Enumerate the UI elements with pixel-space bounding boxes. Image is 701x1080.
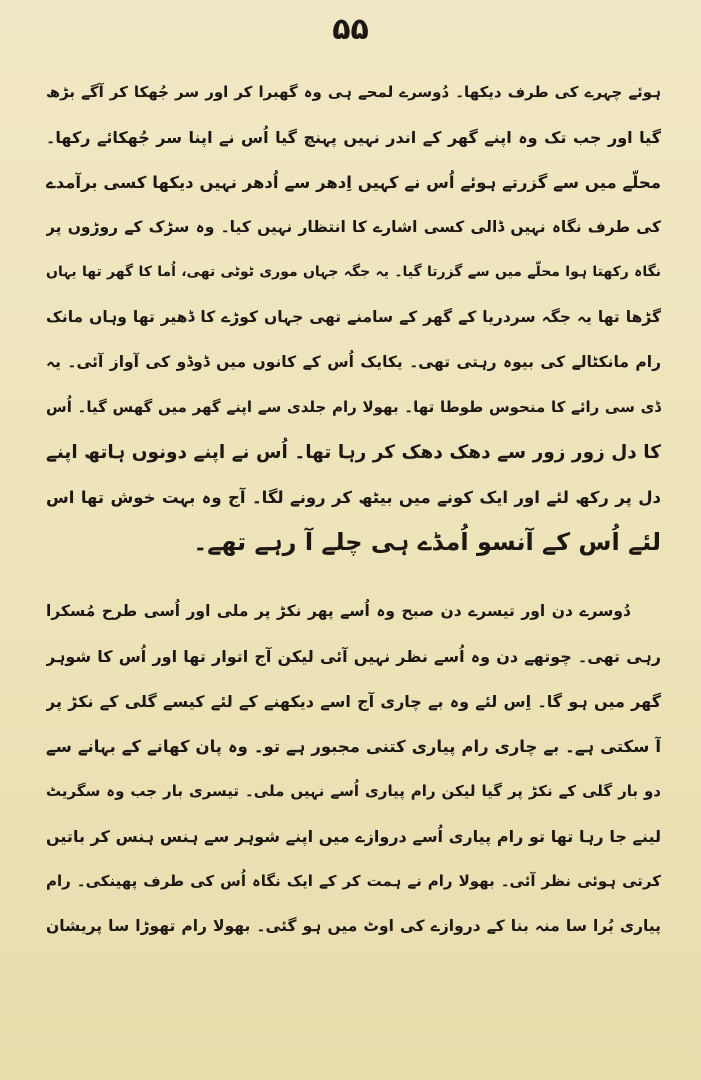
text-line: ڈی سی رائے کا منحوس طوطا تھا۔ بھولا رام جلدی سے اپنے گھر میں گھس گیا۔ اُس [46, 398, 661, 416]
text-line: کرتی ہوئی نظر آئی۔ بھولا رام نے ہمت کر کے ایک نگاہ اُس کی طرف پھینکی۔ رام [46, 872, 661, 890]
text-line: ہوئے چہرے کی طرف دیکھا۔ دُوسرے لمحے ہی وہ گھبرا کر اور سر جُھکا کر آگے بڑھ [46, 83, 661, 101]
text-line: دو بار گلی کے نکڑ پر گیا لیکن رام پیاری اُسے نہیں ملی۔ تیسری بار جب وہ سگریٹ [46, 782, 661, 800]
paragraph-start-line: دُوسرے دن اور تیسرے دن صبح وہ اُسے پھر نکڑ پر ملی اور اُسی طرح مُسکرا [46, 602, 631, 620]
text-line: لینے جا رہا تھا تو رام پیاری اُسے دروازے میں اپنے شوہر سے ہنس ہنس کر باتیں [46, 827, 661, 846]
text-line: رام مانکٹالے کی بیوہ رہتی تھی۔ یکایک اُس کے کانوں میں ڈوڈو کی آواز آئی۔ یہ [46, 353, 661, 371]
text-line: گڑھا تھا یہ جگہ سردریا کے گھر کے سامنے تھی جہاں کوڑے کا ڈھیر تھا وہاں مانک [46, 308, 661, 326]
text-line: پیاری بُرا سا منہ بنا کے دروازے کی اوٹ میں ہو گئی۔ بھولا رام تھوڑا سا پریشان [46, 917, 661, 935]
text-line: کا دل زور زور سے دھک دھک کر رہا تھا۔ اُس نے اپنے دونوں ہاتھ اپنے [46, 442, 661, 463]
text-line: نگاہ رکھتا ہوا محلّے میں سے گزرتا گیا۔ یہ جگہ جہاں موری ٹوٹی تھی، اُما کا گھر تھا یہاں [46, 264, 661, 280]
paragraph-end-line: لئے اُس کے آنسو اُمڈے ہی چلے آ رہے تھے۔ [193, 528, 661, 556]
text-line: دل پر رکھ لئے اور ایک کونے میں بیٹھ کر رونے لگا۔ آج وہ بہت خوش تھا اس [46, 488, 661, 507]
text-line: گیا اور جب تک وہ اپنے گھر کے اندر نہیں پہنچ گیا اُس نے اپنا سر جُھکائے رکھا۔ [46, 128, 661, 147]
body-text [46, 70, 661, 949]
page-number: ۵۵ [332, 12, 369, 47]
text-line: گھر میں ہو گا۔ اِس لئے وہ بے چاری آج اسے دیکھنے کے لئے کیسے گلی کے نکڑ پر [46, 692, 661, 711]
text-line: آ سکتی ہے۔ بے چاری رام پیاری کتنی مجبور ہے تو۔ وہ پان کھانے کے بہانے سے [46, 737, 661, 756]
text-line: رہی تھی۔ چوتھے دن وہ اُسے نظر نہیں آئی لیکن آج اتوار تھا اور اُس کا شوہر [46, 647, 661, 666]
text-line: محلّے میں سے گزرتے ہوئے اُس نے کہیں اِدھر سے اُدھر نہیں دیکھا کسی برآمدے [46, 173, 661, 192]
text-line: کی طرف نگاہ نہیں ڈالی کسی اشارے کا انتظار نہیں کیا۔ وہ سڑک کے روڑوں پر [46, 218, 661, 236]
